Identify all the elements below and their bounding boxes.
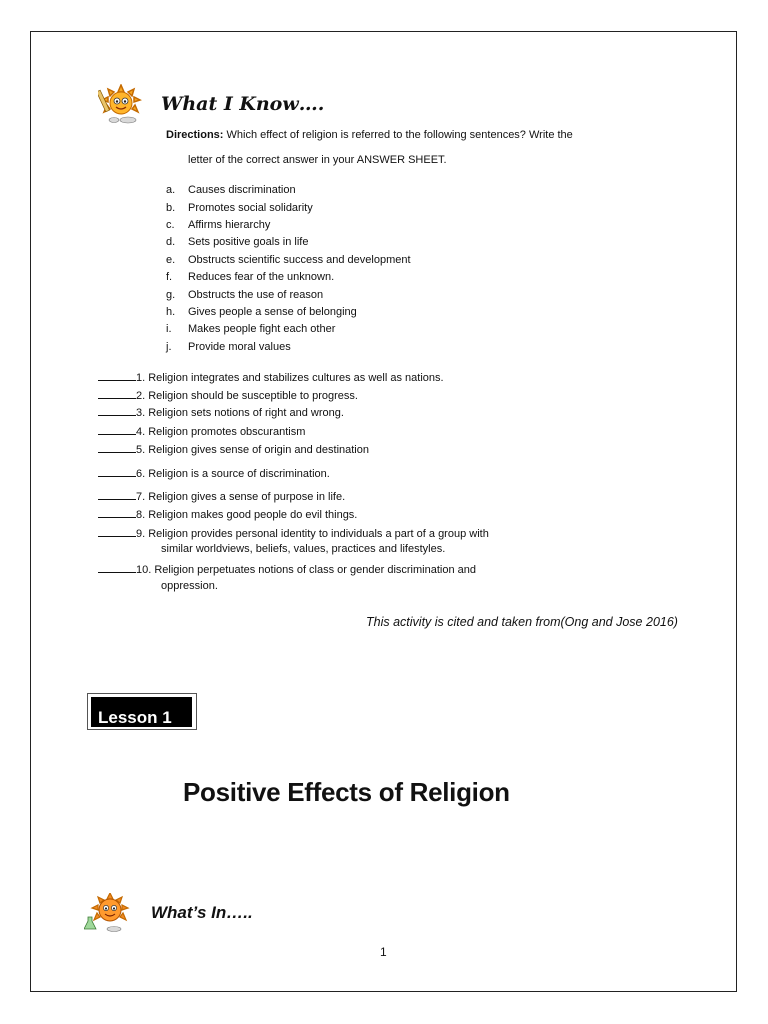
- choice-text: Provide moral values: [188, 341, 291, 353]
- choice-text: Obstructs the use of reason: [188, 289, 324, 301]
- question-text: 7. Religion gives a sense of purpose in life.: [136, 491, 346, 503]
- choice-text: Sets positive goals in life: [188, 236, 309, 248]
- question-item: [98, 424, 305, 438]
- choice-text: Obstructs scientific success and development: [188, 254, 411, 266]
- choice-letter: a.: [166, 184, 176, 196]
- directions-label: Directions:: [166, 129, 224, 141]
- question-item: [98, 489, 345, 503]
- choice-letter: d.: [166, 236, 176, 248]
- question-item: [98, 466, 330, 480]
- question-continuation: similar worldviews, beliefs, values, practices and lifestyles.: [161, 543, 446, 555]
- question-text: 1. Religion integrates and stabilizes cultures as well as nations.: [136, 372, 444, 384]
- sun-mascot-with-flask-icon: [84, 893, 130, 933]
- choice-letter: e.: [166, 254, 176, 266]
- question-continuation: oppression.: [161, 580, 218, 592]
- question-text: 3. Religion sets notions of right and wrong.: [136, 407, 344, 419]
- question-text: 8. Religion makes good people do evil things.: [136, 509, 358, 521]
- citation: This activity is cited and taken from(Ong and Jose 2016): [366, 615, 678, 629]
- what-i-know-title: What I Know….: [161, 93, 325, 115]
- choice-letter: g.: [166, 289, 176, 301]
- choice-letter: f.: [166, 271, 173, 283]
- question-text: 9. Religion provides personal identity to individuals a part of a group with: [136, 528, 489, 540]
- choice-text: Causes discrimination: [188, 184, 296, 196]
- question-text: 10. Religion perpetuates notions of class or gender discrimination and: [136, 564, 476, 576]
- choice-letter: b.: [166, 202, 176, 214]
- answer-blank[interactable]: [98, 370, 136, 381]
- question-item: [98, 526, 489, 540]
- question-item: [98, 405, 344, 419]
- directions-text-1: Which effect of religion is referred to the following sentences? Write the: [223, 129, 573, 141]
- whats-in-title: What’s In…..: [151, 903, 253, 922]
- sun-mascot-with-pencil-icon: [98, 84, 144, 124]
- question-item: [98, 388, 358, 402]
- choice-text: Makes people fight each other: [188, 323, 336, 335]
- choice-letter: j.: [166, 341, 172, 353]
- question-text: 5. Religion gives sense of origin and destination: [136, 444, 369, 456]
- answer-blank[interactable]: [98, 466, 136, 477]
- answer-blank[interactable]: [98, 405, 136, 416]
- page-number: 1: [380, 945, 387, 959]
- answer-blank[interactable]: [98, 424, 136, 435]
- choice-text: Affirms hierarchy: [188, 219, 271, 231]
- answer-blank[interactable]: [98, 388, 136, 399]
- question-item: [98, 370, 444, 384]
- choice-text: Promotes social solidarity: [188, 202, 313, 214]
- directions-line-2: letter of the correct answer in your ANSWER SHEET.: [188, 154, 447, 166]
- lesson-label-box: [87, 693, 197, 730]
- choice-letter: i.: [166, 323, 172, 335]
- question-text: 6. Religion is a source of discrimination.: [136, 468, 330, 480]
- lesson-label: Lesson 1: [91, 697, 192, 727]
- lesson-title: Positive Effects of Religion: [183, 777, 510, 807]
- choice-letter: h.: [166, 306, 176, 318]
- answer-blank[interactable]: [98, 526, 136, 537]
- question-item: [98, 442, 369, 456]
- answer-blank[interactable]: [98, 442, 136, 453]
- answer-blank[interactable]: [98, 562, 136, 573]
- choice-text: Gives people a sense of belonging: [188, 306, 357, 318]
- question-item: [98, 507, 357, 521]
- answer-blank[interactable]: [98, 489, 136, 500]
- choice-letter: c.: [166, 219, 175, 231]
- question-text: 2. Religion should be susceptible to progress.: [136, 390, 358, 402]
- choice-text: Reduces fear of the unknown.: [188, 271, 335, 283]
- answer-blank[interactable]: [98, 507, 136, 518]
- directions-line-1: [166, 129, 573, 142]
- question-text: 4. Religion promotes obscurantism: [136, 426, 306, 438]
- question-item: [98, 562, 476, 576]
